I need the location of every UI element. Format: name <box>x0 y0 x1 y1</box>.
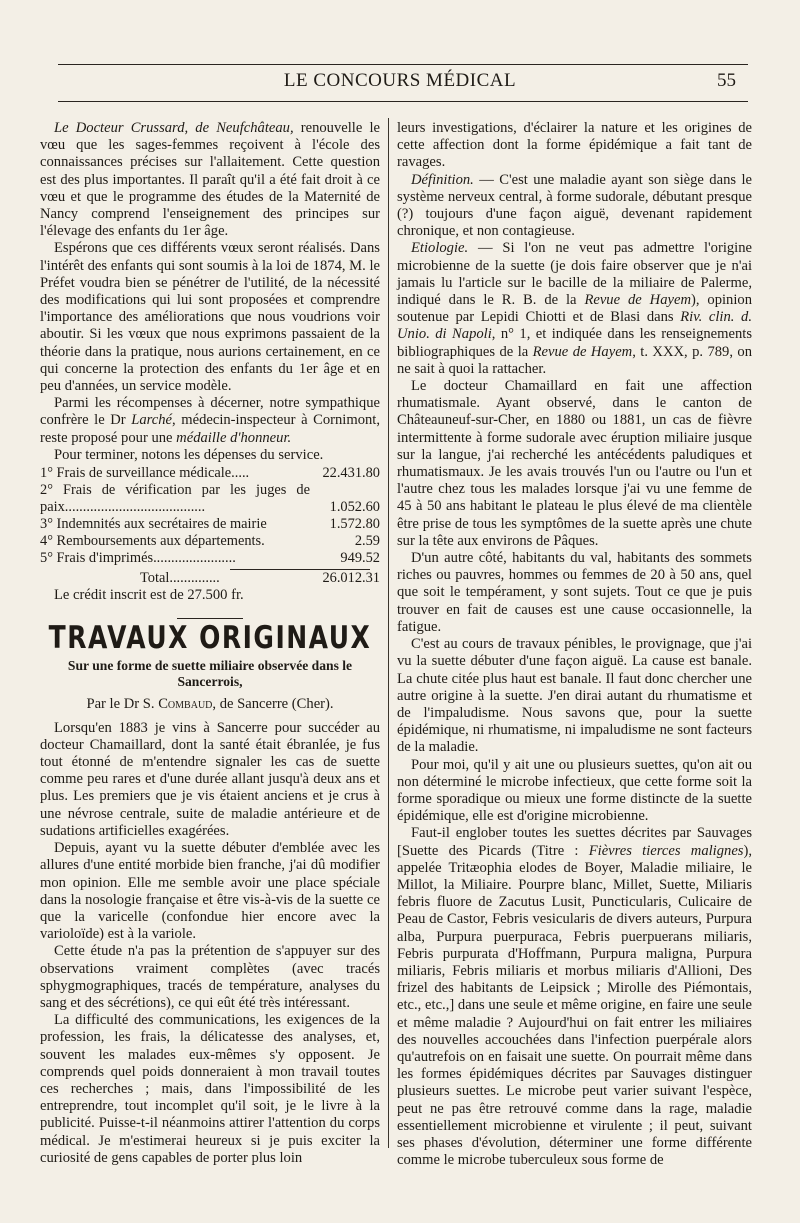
expense-value: 1.572.80 <box>329 516 380 533</box>
paragraph: Pour terminer, notons les dépenses du service. <box>54 446 324 463</box>
running-head: LE CONCOURS MÉDICAL <box>283 70 517 91</box>
right-column <box>397 120 752 1169</box>
byline-prefix: Par le Dr S. <box>86 696 159 713</box>
expense-label: 2° Frais de vérification par les juges de paix....................................... <box>40 482 310 516</box>
expense-value: 1.052.60 <box>329 499 380 516</box>
paragraph-text: Parmi les récompenses à décerner, notre sympathique confrère le Dr <box>40 395 380 429</box>
paragraph <box>397 240 752 378</box>
header-top-rule <box>58 64 748 65</box>
paragraph-text: , t. XXX, p. 789, on ne sait à quoi la rattacher. <box>397 343 752 377</box>
paragraph: Le docteur Chamaillard en fait une affection rhumatismale. Ayant observé, dans le canton de Châteauneuf-sur-Cher, en 1880 ou 1881, un cas de fièvre intermittente à forme sudorale avec éruption miliaire jusque sur la langue, j'ai recherché les antécédents paludiques et rhumatismaux. Je les avais trouvés l'un ou l'autre ou l'un et l'autre chez tous les malades lorsque j'ai vu une femme de 45 à 50 ans habitant le plateau le plus élevé de ma clientèle être prise de tous les symptômes de la suette après une chute sur la tête aux environs de Pâques. <box>397 378 752 549</box>
expense-row <box>40 482 380 516</box>
expense-row <box>40 550 380 567</box>
paragraph-text: , médecin-inspecteur à Cornimont, reste proposé pour une <box>40 412 380 446</box>
journal-name: Riv. clin. d. Unio. di Napoli <box>397 309 752 343</box>
article-title: Sur une forme de suette miliaire observée dans le Sancerrois, <box>67 658 353 690</box>
total-row <box>40 570 380 587</box>
author-signature: Le Docteur Crussard, de Neufchâteau, <box>54 120 294 136</box>
paragraph: leurs investigations, d'éclairer la nature et les origines de cette affection dont la forme épidémique a fait tant de ravages. <box>397 120 752 171</box>
total-label: Total.............. <box>140 570 220 587</box>
paragraph: Pour moi, qu'il y ait une ou plusieurs suettes, qu'on ait ou non déterminé le microbe infectieux, que cette forme soit la forme sporadique ou mieux une forme distincte de la suette épidémique, elle est d'origine microbienne. <box>397 756 752 825</box>
paragraph: Depuis, ayant vu la suette débuter d'emblée avec les allures d'une entité morbide bien franche, j'ai dû modifier mon opinion. Elle me semble avoir une place spéciale dans la nosologie française et être vis-à-vis de la suette ce que la varicelle (confondue hier encore avec la varioloïde) est à la variole. <box>40 840 380 943</box>
paragraph <box>40 120 380 240</box>
header-bottom-rule <box>58 101 748 102</box>
paragraph-text: Faut-il englober toutes les suettes décrites par Sauvages [Suette des Picards (Titre : <box>397 825 752 859</box>
paragraph: Cette étude n'a pas la prétention de s'appuyer sur des observations vraiment complètes (avec tracés sphygmographiques, tracés de température, analyses du sang et des sécrétions), ce qui eût été très intéressant. <box>40 943 380 1011</box>
paragraph-text: renouvelle le vœu que les sages-femmes reçoivent à l'école des connaissances précises sur l'allaitement. Cette question est des plus importantes. Il paraît qu'il a été fait droit à ce vœu et que le programme des études de la Maternité de Nancy comprend l'enseignement des principes sur l'élevage des enfants du 1er âge. <box>40 120 381 240</box>
paragraph-text: , n° 1, et indiquée dans les renseignements bibliographiques de la <box>397 326 753 360</box>
expense-label: 1° Frais de surveillance médicale..... <box>40 465 250 482</box>
paragraph <box>397 825 752 1169</box>
disease-name: Fièvres tierces malignes <box>588 842 744 859</box>
expense-label: 3° Indemnités aux secrétaires de mairie <box>40 516 267 533</box>
paragraph-text: ), opinion soutenue par Lepidi Chiotti et de Blasi dans <box>397 292 753 326</box>
expense-label: 4° Remboursements aux départements. <box>40 533 265 550</box>
award-name: médaille d'honneur. <box>176 429 292 446</box>
expense-value: 22.431.80 <box>322 465 380 482</box>
expense-label: 5° Frais d'imprimés....................... <box>40 550 236 567</box>
paragraph <box>397 172 752 241</box>
expense-row <box>40 465 380 482</box>
expense-value: 2.59 <box>354 533 380 550</box>
paragraph: La difficulté des communications, les exigences de la profession, les frais, la délicatesse des analyses, et, souvent les malades eux-mêmes s'y opposent. Je comprends quel poids donneraient à mon travail toutes ces recherches ; mais, dans l'impossibilité de les entreprendre, tout incomplet qu'il soit, je le livre à la publicité. Puisse-t-il néanmoins attirer l'attention du corps médical. Je m'estimerai heureux si je puis exciter la curiosité de gens capables de porter plus loin <box>40 1012 380 1166</box>
paragraph-heading: Etiologie. <box>411 240 469 257</box>
expenses-table <box>40 465 380 587</box>
journal-name: Revue de Hayem <box>532 343 633 360</box>
paragraph-text: ), appelée Tritæophia elodes de Boyer, Maladie miliaire, le Millot, la Miliaire. Pourpre blanc, Millet, Suette, Miliaris febris fluore de Zacutus Lusit, Puncticularis, Culicaire de Peau de Castor, Febris vesicularis de divers auteurs, Purpura alba, Purpura puerpuraca, Febris puerpuerans miliaris, Febris purpurata d'Hoffmann, Purpura maligna, Purpura miliaris, Febris miliaris et morbus miliaris d'Allioni, Des frizel des habitants de Leipsick ; Mirolle des Piémontais, etc., etc.,] dans une seule et même origine, en faire une seule et même maladie ? Aujourd'hui on fait entrer les miliaires des nouvelles accouchées dans l'infection puerpérale alors qu'autrefois on en faisait une suette. On pourrait même dans les formes épidémiques décrites par Sauvages distinguer plusieurs suettes. Le microbe peut varier suivant l'espèce, peut ne pas être retrouvé comme dans la rage, maladie essentiellement microbienne et virulente ; il peut, suivant ses phases d'évolution, déterminer une forme différente comme le microbe tuberculeux sous forme de <box>397 842 752 1169</box>
expense-row <box>40 533 380 550</box>
paragraph <box>40 395 380 447</box>
journal-name: Revue de Hayem <box>584 292 691 309</box>
section-title: TRAVAUX ORIGINAUX <box>48 619 372 656</box>
expense-row <box>40 516 380 533</box>
article-byline <box>40 696 380 713</box>
page-number: 55 <box>717 70 736 91</box>
total-value: 26.012.31 <box>322 570 380 587</box>
author-name: Combaud <box>158 696 213 713</box>
paragraph-text: — Si l'on ne veut pas admettre l'origine microbienne de la suette (je dois faire observer que je n'ai jamais lu l'article sur le bacille de la miliaire de Palerme, indiqué dans le R. B. de la <box>397 240 752 309</box>
paragraph: Lorsqu'en 1883 je vins à Sancerre pour succéder au docteur Chamaillard, dont la santé était ébranlée, je fus tout étonné de m'entendre signaler les cas de suette comme peu rares et d'une durée allant jusqu'à deux ans et plus. Les premiers que je vis étaient anciens et je crus à une névrose centrale, suite de maladie antérieure et de sudations artificielles exagérées. <box>40 719 380 839</box>
paragraph: Le crédit inscrit est de 27.500 fr. <box>54 587 244 604</box>
left-column <box>40 120 380 1167</box>
column-divider <box>388 118 389 1148</box>
paragraph: C'est au cours de travaux pénibles, le provignage, que j'ai vu la suette débuter d'une façon aiguë. La cause est banale. La chute citée plus haut est banale. Il faut donc chercher une autre origine à la suette. J'en dirai autant du rhumatisme et de l'impaludisme. Nous savons que, pour la suette épidémique, ni rhumatisme, ni impaludisme ne sont facteurs de la maladie. <box>397 636 752 756</box>
paragraph-heading: Définition. <box>411 171 474 188</box>
byline-suffix: , de Sancerre (Cher). <box>212 696 334 713</box>
paragraph-text: — C'est une maladie ayant son siège dans le système nerveux central, à forme sudorale, débutant presque (?) toujours d'une façon aiguë, devenant rapidement chronique, et non contagieuse. <box>397 171 752 240</box>
person-name: Larché <box>131 412 173 429</box>
paragraph: Espérons que ces différents vœux seront réalisés. Dans l'intérêt des enfants qui sont soumis à la loi de 1874, M. le Préfet voudra bien se pénétrer de l'utilité, de la nécessité des modifications qui lui sont proposées et comprendre l'importance des améliorations que nous voudrions voir aboutir. Si les vœux que nous exprimons passaient de la théorie dans la pratique, nous aurions certainement, en ce qui concerne la protection des enfants du 1er âge et en peu d'années, un service modèle. <box>40 240 380 395</box>
expense-value: 949.52 <box>340 550 380 567</box>
paragraph: D'un autre côté, habitants du val, habitants des sommets riches ou pauvres, hommes ou femmes de 20 à 50 ans, quel que soit le tempérament, y sont sujets. Tout ce que je puis trouver en fait de causes est une cause occasionnelle, la fatigue. <box>397 550 752 635</box>
